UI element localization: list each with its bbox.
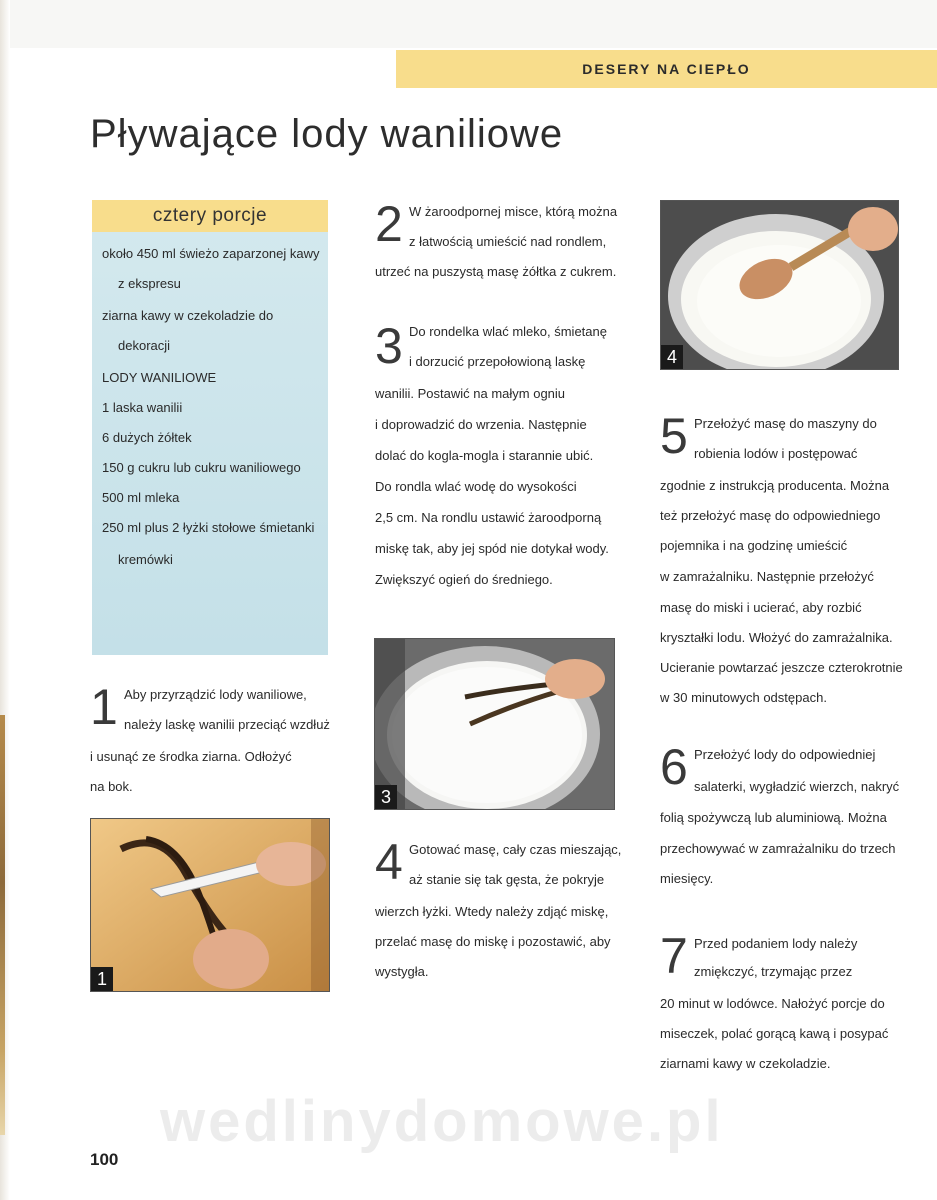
step-text-line: 2,5 cm. Na rondlu ustawić żaroodporną	[375, 510, 602, 525]
step-text-line: miskę tak, aby jej spód nie dotykał wody.	[375, 541, 609, 556]
step-number: 7	[660, 928, 688, 984]
ingredient-item: 150 g cukru lub cukru waniliowego	[102, 460, 301, 475]
step-text-line: wierzch łyżki. Wtedy należy zdjąć miskę,	[375, 904, 609, 919]
section-header-bar	[396, 50, 937, 88]
ingredients-header-label: cztery porcje	[152, 205, 268, 226]
saucepan-milk-vanilla-icon	[375, 639, 614, 809]
step-text-line: robienia lodów i postępować	[694, 446, 858, 461]
step-text-line: Zwiększyć ogień do średniego.	[375, 572, 553, 587]
step-5	[660, 408, 930, 712]
step-text-line: dolać do kogla-mogla i starannie ubić.	[375, 448, 594, 463]
step-text-line: zgodnie z instrukcją producenta. Można	[660, 478, 890, 493]
step-text-line: salaterki, wygładzić wierzch, nakryć	[694, 779, 900, 794]
ingredient-item: z ekspresu	[118, 276, 181, 291]
step-text-line: i usunąć ze środka ziarna. Odłożyć	[90, 749, 292, 764]
step-4	[375, 834, 640, 979]
step-text-line: miseczek, polać gorącą kawą i posypać	[660, 1026, 889, 1041]
photo-bowl-spoon	[660, 200, 899, 370]
step-text-line: masę do miski i ucierać, aby rozbić	[660, 600, 862, 615]
step-text-line: przechowywać w zamrażalniku do trzech	[660, 841, 896, 856]
step-text-line: W żaroodpornej misce, którą można	[409, 204, 618, 219]
step-2	[375, 196, 635, 290]
step-number: 2	[375, 196, 403, 252]
step-text-line: w 30 minutowych odstępach.	[660, 690, 827, 705]
watermark: wedlinydomowe.pl	[160, 1089, 724, 1154]
photo-cutting-vanilla	[90, 818, 330, 992]
step-1	[90, 679, 330, 803]
step-text-line: wystygła.	[375, 964, 429, 979]
step-text-line: Przełożyć masę do maszyny do	[694, 416, 877, 431]
step-text-line: zmiękczyć, trzymając przez	[694, 964, 853, 979]
step-number: 5	[660, 408, 688, 464]
step-text-line: ziarnami kawy w czekoladzie.	[660, 1056, 831, 1071]
step-text-line: miesięcy.	[660, 871, 714, 886]
step-text-line: Gotować masę, cały czas mieszając,	[409, 842, 622, 857]
step-text-line: Do rondla wlać wodę do wysokości	[375, 479, 577, 494]
step-text-line: Przełożyć lody do odpowiedniej	[694, 747, 876, 762]
step-text-line: aż stanie się tak gęsta, że pokryje	[409, 872, 605, 887]
page-top-margin	[0, 0, 937, 48]
step-number: 3	[375, 318, 403, 374]
step-7	[660, 928, 930, 1082]
photo-label: 1	[91, 967, 113, 991]
page-number: 100	[90, 1150, 119, 1169]
ingredient-item: ziarna kawy w czekoladzie do	[102, 308, 274, 323]
step-number: 4	[375, 834, 403, 890]
ingredients-box	[92, 200, 328, 655]
cutting-board-vanilla-icon	[91, 819, 329, 991]
step-text-line: Aby przyrządzić lody waniliowe,	[124, 687, 307, 702]
step-text-line: też przełożyć masę do odpowiedniego	[660, 508, 881, 523]
step-number: 6	[660, 739, 688, 795]
step-text-line: należy laskę wanilii przeciąć wzdłuż	[124, 717, 330, 732]
ingredient-item: 500 ml mleka	[102, 490, 180, 505]
step-text-line: 20 minut w lodówce. Nałożyć porcje do	[660, 996, 885, 1011]
photo-saucepan-milk	[374, 638, 615, 810]
step-text-line: wanilii. Postawić na małym ogniu	[375, 386, 566, 401]
step-text-line: Przed podaniem lody należy	[694, 936, 858, 951]
page-edge-strip	[0, 715, 5, 1135]
photo-label: 3	[375, 785, 397, 809]
ingredient-item: 6 dużych żółtek	[102, 430, 192, 445]
step-text-line: z łatwością umieścić nad rondlem,	[409, 234, 607, 249]
ingredient-item: dekoracji	[118, 338, 171, 353]
step-text-line: na bok.	[90, 779, 133, 794]
ingredient-item: kremówki	[118, 552, 173, 567]
step-text-line: przelać masę do miskę i pozostawić, aby	[375, 934, 611, 949]
ingredient-subheading: LODY WANILIOWE	[102, 370, 217, 385]
page-title: Pływające lody waniliowe	[90, 112, 564, 156]
ingredient-item: około 450 ml świeżo zaparzonej kawy	[102, 246, 320, 261]
step-text-line: kryształki lodu. Włożyć do zamrażalnika.	[660, 630, 893, 645]
step-text-line: Do rondelka wlać mleko, śmietanę	[409, 324, 607, 339]
ingredient-item: 1 laska wanilii	[102, 400, 183, 415]
photo-label: 4	[661, 345, 683, 369]
step-text-line: i doprowadzić do wrzenia. Następnie	[375, 417, 587, 432]
step-text-line: pojemnika i na godzinę umieścić	[660, 538, 848, 553]
step-text-line: Ucieranie powtarzać jeszcze czterokrotnie	[660, 660, 903, 675]
step-number: 1	[90, 679, 118, 735]
section-title: DESERY NA CIEPŁO	[582, 61, 751, 77]
step-text-line: w zamrażalniku. Następnie przełożyć	[660, 569, 874, 584]
step-3	[375, 318, 640, 592]
step-text-line: utrzeć na puszystą masę żółtka z cukrem.	[375, 264, 617, 279]
ingredient-item: 250 ml plus 2 łyżki stołowe śmietanki	[102, 520, 315, 535]
step-text-line: i dorzucić przepołowioną laskę	[409, 354, 586, 369]
step-text-line: folią spożywczą lub aluminiową. Można	[660, 810, 887, 825]
step-6	[660, 739, 930, 893]
ingredients-header	[92, 200, 328, 232]
bowl-wooden-spoon-icon	[661, 201, 898, 369]
